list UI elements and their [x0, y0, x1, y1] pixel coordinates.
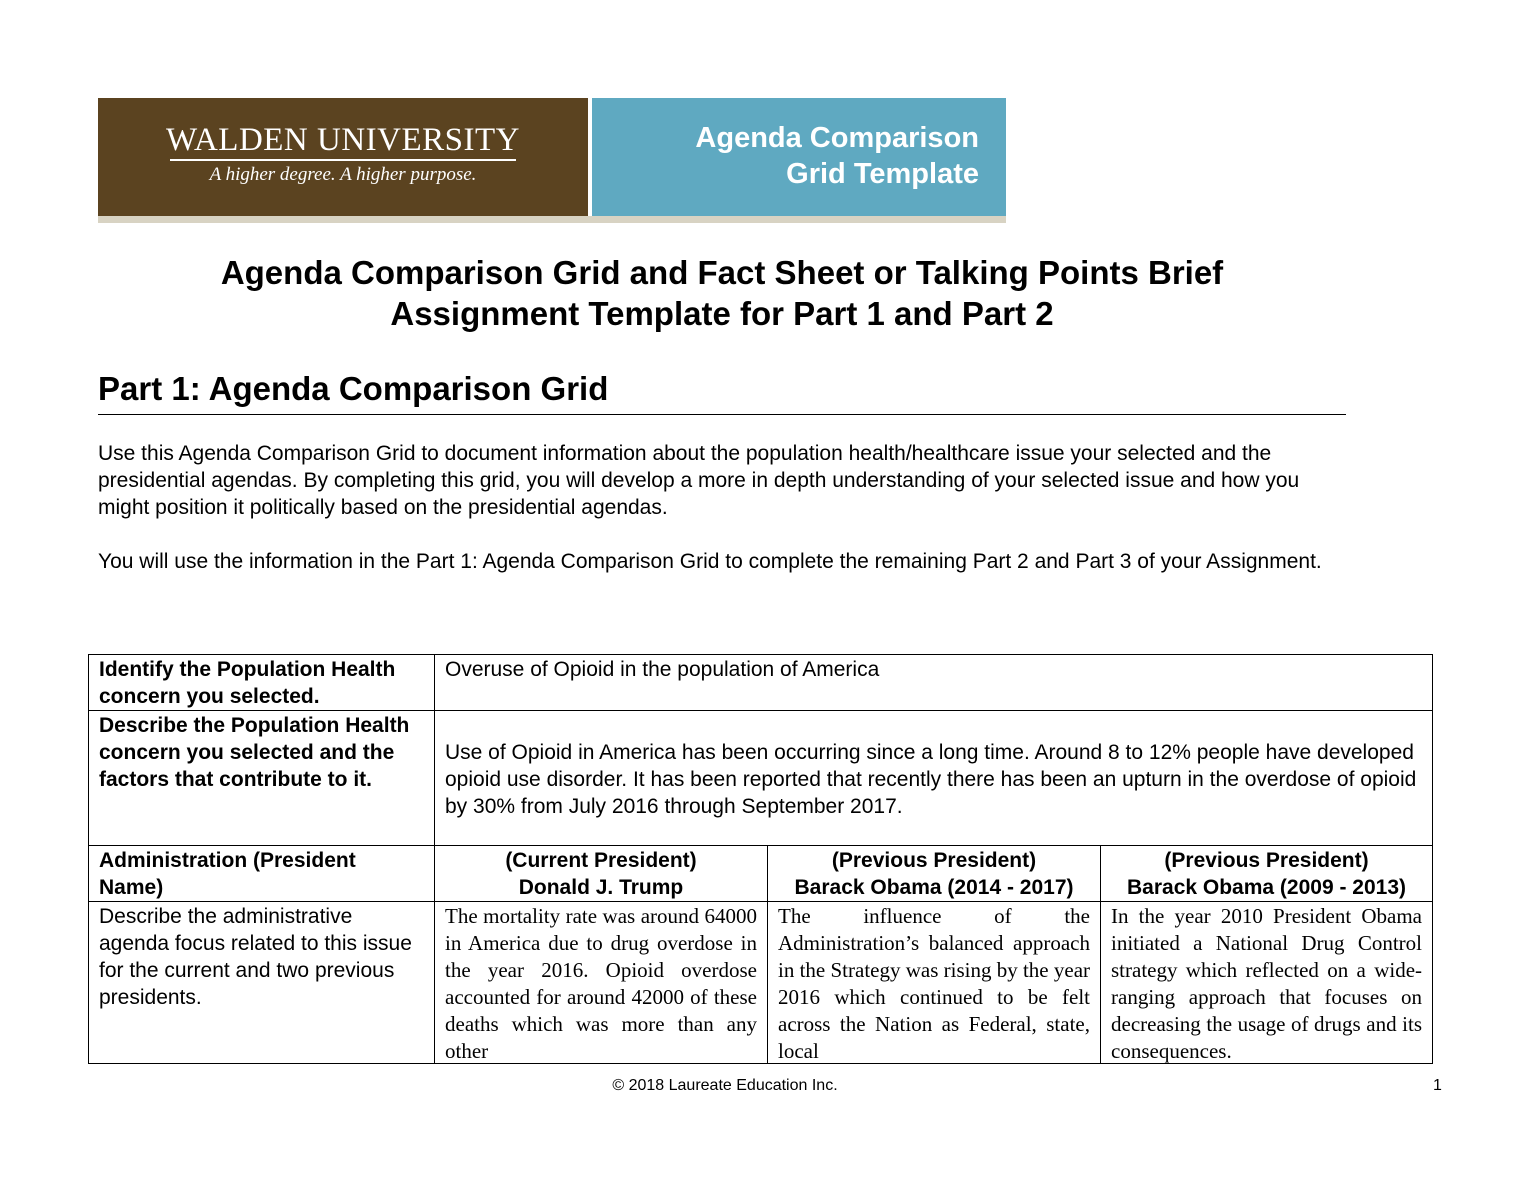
population-concern-value: Overuse of Opioid in the population of America	[435, 655, 1433, 711]
agenda-comparison-grid	[88, 654, 1433, 1064]
row-label-agenda-focus: Describe the administrative agenda focus related to this issue for the current and two previous presidents.	[89, 902, 435, 1064]
header-role: (Previous President)	[831, 849, 1037, 872]
header-banner	[98, 98, 1006, 224]
logo-divider	[170, 159, 516, 161]
row-label-administration: Administration (President Name)	[89, 846, 435, 902]
banner-title-box	[592, 98, 1006, 216]
agenda-text: The influence of the Administration’s balanced approach in the Strategy was rising by the year 2016 which continued to be felt across the Nation as Federal, state, local	[778, 904, 1090, 1063]
header-name: Barack Obama (2014 - 2017)	[794, 876, 1074, 899]
agenda-focus-obama-2009	[1101, 902, 1433, 1064]
table-row	[89, 655, 1433, 711]
banner-underline	[98, 216, 1006, 223]
agenda-text: The mortality rate was around 64000 in America due to drug overdose in the year 2016. Opioid overdose accounted for around 42000 of these deaths which was more than any other	[445, 904, 757, 1063]
usage-paragraph: You will use the information in the Part 1: Agenda Comparison Grid to complete the remaining Part 2 and Part 3 of your Assignment.	[98, 550, 1322, 573]
row-label-identify: Identify the Population Health concern you selected.	[89, 655, 435, 711]
banner-title-line2: Grid Template	[786, 158, 979, 190]
header-role: (Previous President)	[1164, 849, 1369, 872]
banner-title-line1: Agenda Comparison	[695, 122, 979, 154]
table-row	[89, 846, 1433, 902]
table-row	[89, 711, 1433, 846]
instructions-paragraph: Use this Agenda Comparison Grid to document information about the population health/healthcare issue your selected and the presidential agendas. By completing this grid, you will develop a more in depth understanding of your selected issue and how you might position it politically based on the presidential agendas.	[98, 442, 1300, 519]
header-name: Donald J. Trump	[518, 876, 684, 899]
agenda-focus-trump	[435, 902, 768, 1064]
agenda-focus-obama-2014	[768, 902, 1101, 1064]
document-title-line2: Assignment Template for Part 1 and Part 2	[390, 295, 1054, 332]
header-current-president	[435, 846, 768, 902]
header-previous-president-2	[1101, 846, 1433, 902]
agenda-text: In the year 2010 President Obama initiated a National Drug Control strategy which reflected on a wide-ranging approach that focuses on decreasing the usage of drugs and its consequences.	[1111, 904, 1423, 1063]
walden-logo	[98, 98, 588, 216]
header-role: (Current President)	[505, 849, 697, 872]
row-label-describe: Describe the Population Health concern you selected and the factors that contribute to it.	[89, 711, 435, 846]
page-number: 1	[1433, 1077, 1442, 1094]
header-name: Barack Obama (2009 - 2013)	[1127, 876, 1406, 899]
population-concern-description	[435, 711, 1433, 846]
table-row	[89, 902, 1433, 1064]
logo-name: WALDEN UNIVERSITY	[165, 122, 521, 158]
document-title	[98, 252, 1346, 334]
footer-copyright: © 2018 Laureate Education Inc.	[612, 1077, 838, 1094]
logo-tagline: A higher degree. A higher purpose.	[209, 164, 477, 185]
part1-heading: Part 1: Agenda Comparison Grid	[98, 370, 1346, 415]
document-title-line1: Agenda Comparison Grid and Fact Sheet or Talking Points Brief	[220, 254, 1224, 291]
description-text: Use of Opioid in America has been occurring since a long time. Around 8 to 12% people have developed opioid use disorder. It has been reported that recently there has been an upturn in the overdose of opioid by 30% from July 2016 through September 2017.	[445, 741, 1417, 818]
header-previous-president-1	[768, 846, 1101, 902]
